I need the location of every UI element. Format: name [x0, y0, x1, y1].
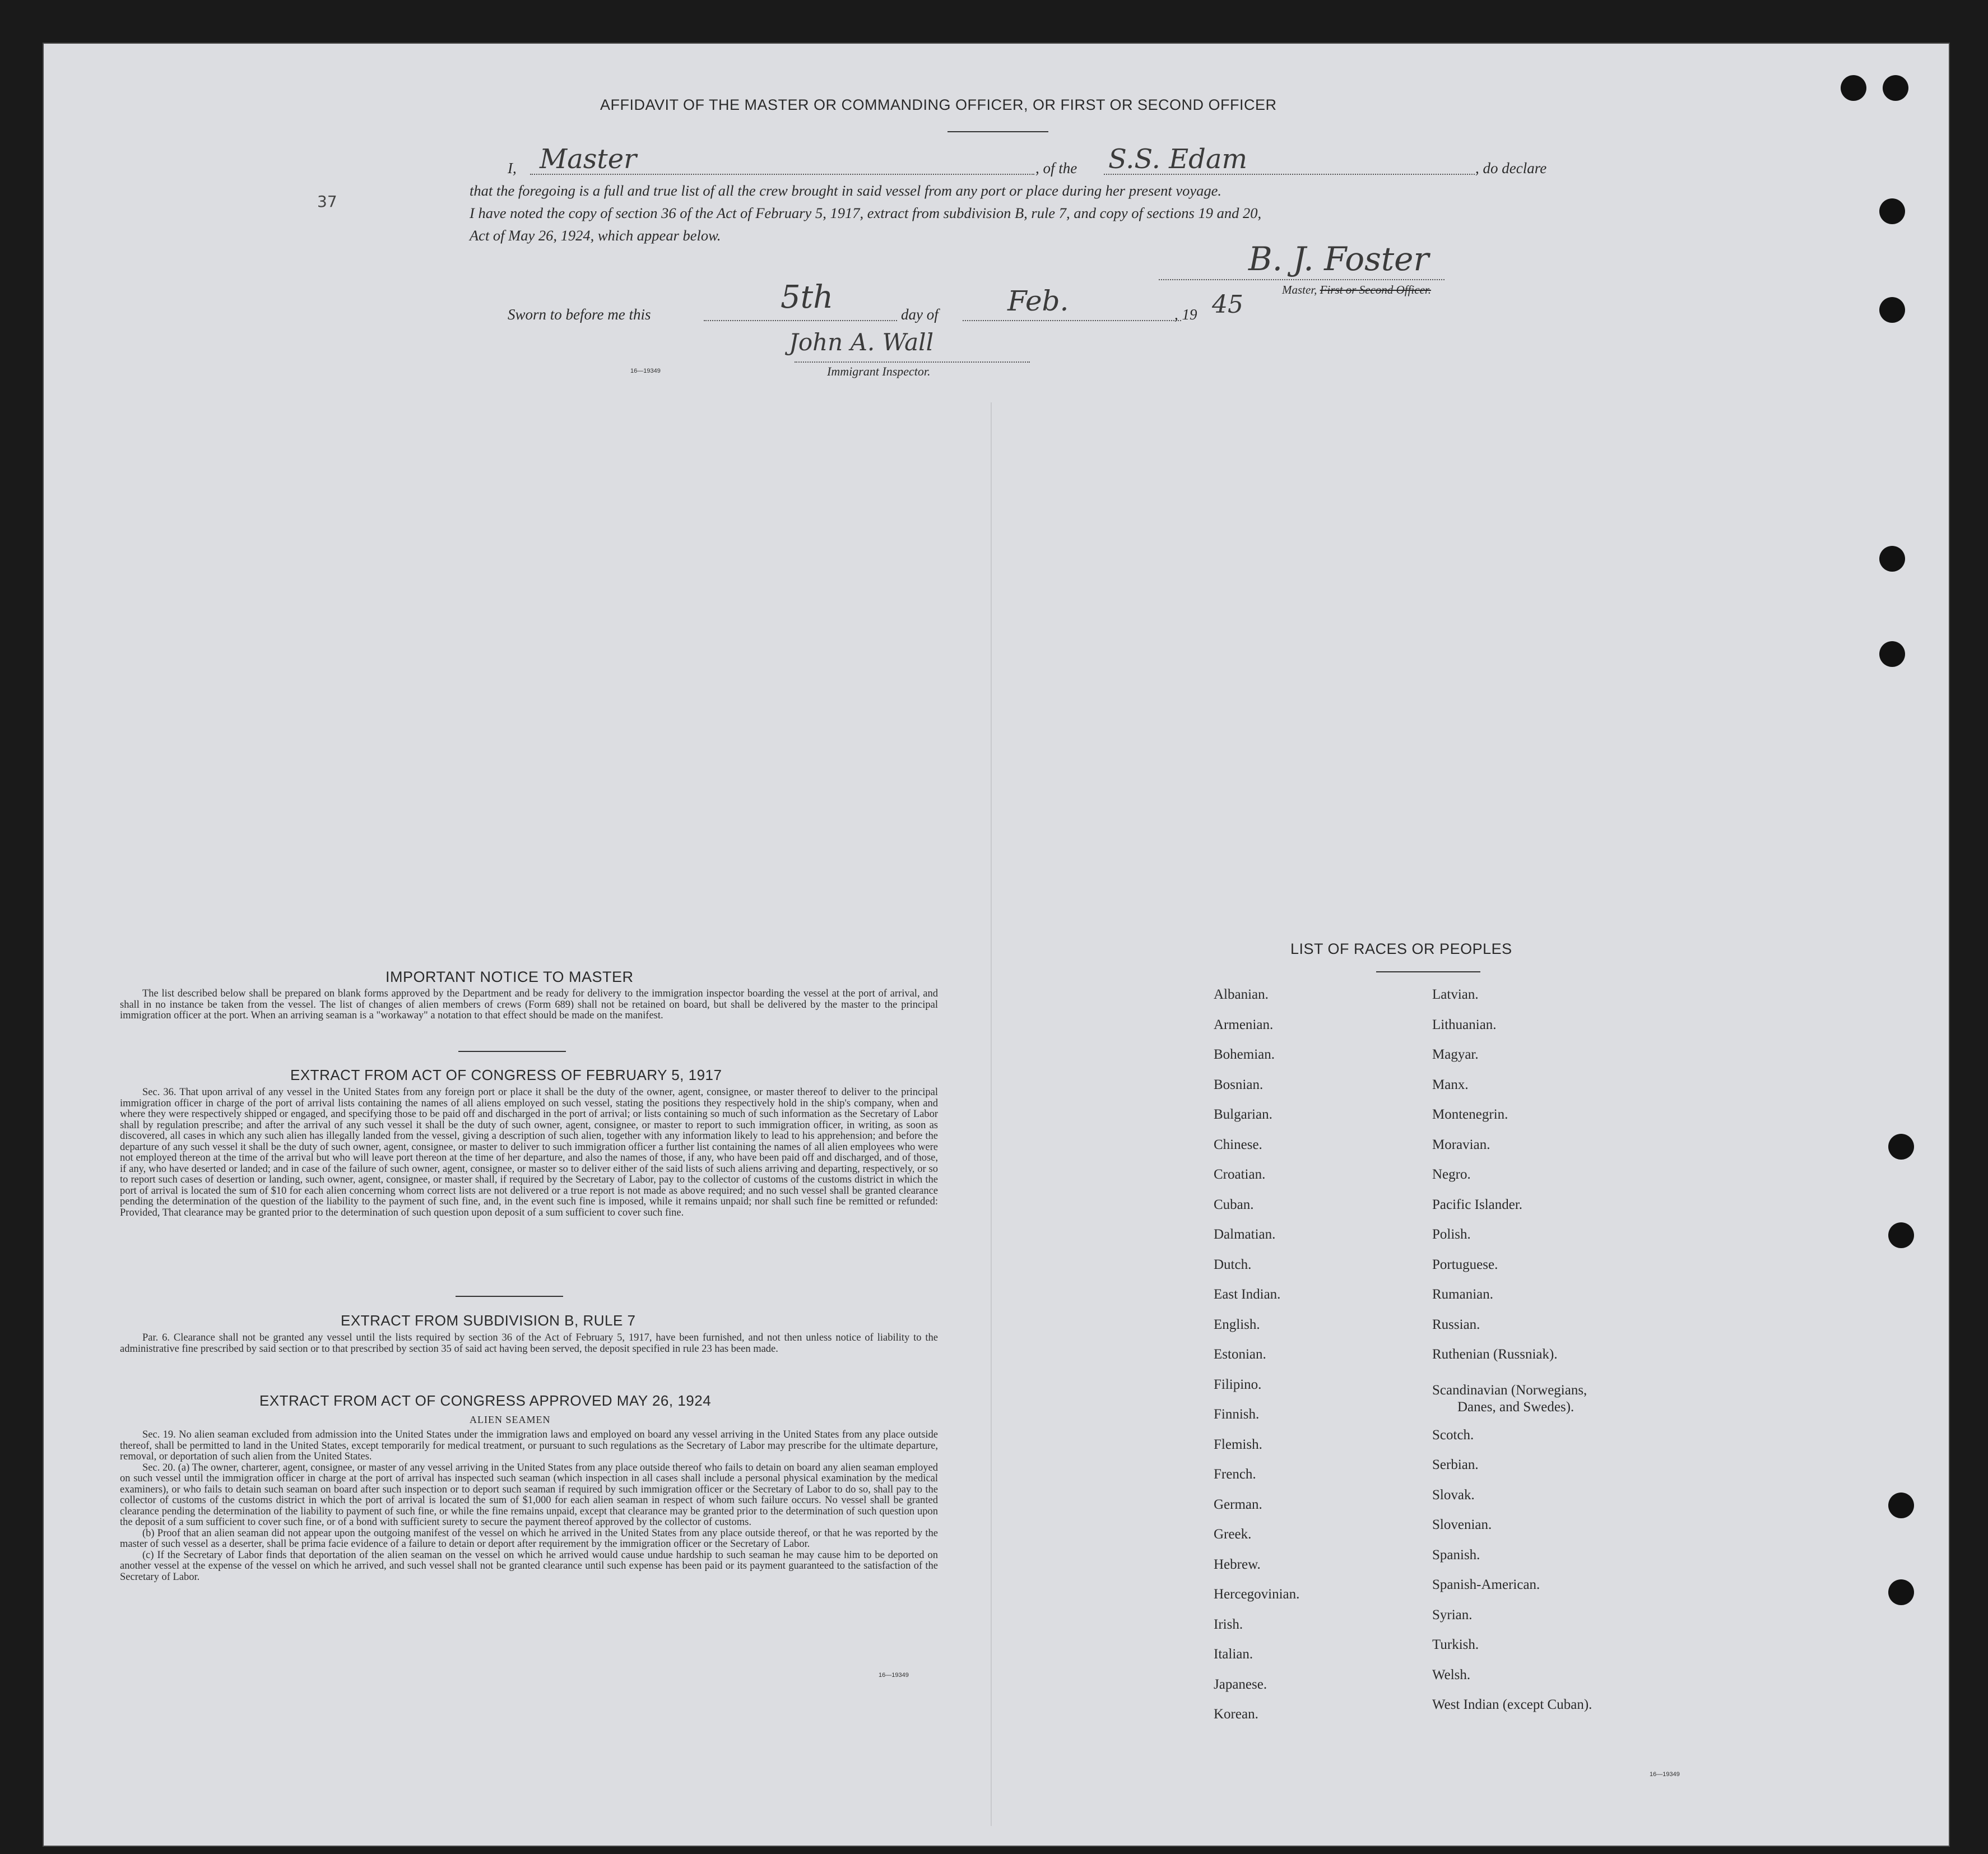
inspector-line: [795, 361, 1030, 363]
race-item: Korean.: [1214, 1707, 1258, 1722]
sec-20b-paragraph: (b) Proof that an alien seaman did not appear upon the outgoing manifest of the vessel on which he arrived in the United States from any place outside thereof, or that he was reported by the master of such vessel as a deserter, shall be prima facie evidence of a failure to detain or deport after requirement by the immigration officer or the Secretary of Labor.: [120, 1527, 938, 1550]
punch-hole: [1879, 641, 1905, 667]
extract-rule7-heading: EXTRACT FROM SUBDIVISION B, RULE 7: [341, 1312, 636, 1329]
heading-rule: [1376, 971, 1480, 972]
sworn-month-blank: [963, 320, 1181, 321]
extract-rule7-text: [120, 1333, 938, 1355]
race-item: Spanish-American.: [1432, 1577, 1540, 1592]
race-item: Russian.: [1432, 1317, 1480, 1332]
notice-paragraph: The list described below shall be prepared on blank forms approved by the Department and be ready for delivery to the immigration inspector boarding the vessel at the port of arrival, and shall in no instance be taken from the vessel. The list of changes of alien members of crews (Form 689) shall not be retained on board, but shall be delivered by the master to the principal immigration officer at the port. When an arriving seaman is a "workaway" a notation to that effect should be made on the manifest.: [120, 988, 938, 1021]
race-item: Pacific Islander.: [1432, 1197, 1523, 1212]
section-rule: [458, 1051, 566, 1052]
fold-line: [991, 402, 992, 1826]
punch-hole: [1879, 546, 1905, 572]
race-item: Dalmatian.: [1214, 1227, 1276, 1242]
race-item: Bohemian.: [1214, 1047, 1275, 1062]
race-item: Greek.: [1214, 1527, 1252, 1542]
race-item: East Indian.: [1214, 1287, 1281, 1302]
sec-36-paragraph: Sec. 36. That upon arrival of any vessel in the United States from any foreign port or place it shall be the duty of the owner, agent, consignee, or master thereof to deliver to the principal immigration officer in charge of the port of arrival lists containing the names of all aliens employed on such vessel, stating the positions they respectively hold in the ship's company, when and where they were respectively shipped or engaged, and specifying those to be paid off and discharged in the port of arrival; or lists containing so much of such information as the Secretary of Labor shall by regulation prescribe; and after the arrival of any such vessel it shall be the duty of such owner, agent, consignee, or master to report to such immigration officer, in writing, as soon as discovered, all cases in which any such alien has illegally landed from the vessel, giving a description of such alien, together with any information likely to lead to his apprehension; and before the departure of any such vessel it shall be the duty of such owner, agent, consignee, or master to deliver to such immigration officer a further list containing the names of all alien employees who were not employed thereon at the time of the arrival but who will leave port thereon at the time of her departure, and also the names of those, if any, who have been paid off and discharged, and of those, if any, who have deserted or landed; and in case of the failure of such owner, agent, consignee, or master so to deliver either of the said lists of such aliens arriving and departing, respectively, or so to report such cases of desertion or landing, such owner, agent, consignee, or master shall, if required by the Secretary of Labor, pay to the collector of customs of the customs district in which the port of arrival is located the sum of $10 for each alien concerning whom correct lists are not delivered or a true report is not made as above required; and no such vessel shall be granted clearance pending the determination of the question of the liability to the payment of such fine, and, in the event such fine is imposed, while it remains unpaid; nor shall such fine be remitted or refunded: Provided, That clearance may be granted prior to the determination of such question upon deposit of a sum sufficient to cover such fine.: [120, 1087, 938, 1218]
race-item: Bulgarian.: [1214, 1107, 1272, 1122]
margin-mark: 37: [317, 192, 337, 211]
day-of-text: day of: [901, 306, 939, 323]
race-item: Latvian.: [1432, 987, 1479, 1002]
race-item: Ruthenian (Russniak).: [1432, 1347, 1558, 1362]
punch-hole: [1888, 1579, 1914, 1605]
race-item: Montenegrin.: [1432, 1107, 1508, 1122]
sworn-month-handwritten: Feb.: [1007, 285, 1069, 317]
vessel-handwritten: S.S. Edam: [1108, 143, 1248, 175]
notice-heading: IMPORTANT NOTICE TO MASTER: [385, 968, 634, 985]
race-item: Spanish.: [1432, 1547, 1480, 1563]
race-item: Armenian.: [1214, 1017, 1274, 1032]
punch-hole: [1888, 1222, 1914, 1248]
punch-hole: [1888, 1134, 1914, 1160]
race-item: English.: [1214, 1317, 1260, 1332]
punch-hole: [1841, 75, 1866, 101]
extract-1917-heading: EXTRACT FROM ACT OF CONGRESS OF FEBRUARY 5, 1917: [290, 1067, 722, 1083]
race-item: Manx.: [1432, 1077, 1469, 1092]
race-item: Dutch.: [1214, 1257, 1252, 1272]
par-6-paragraph: Par. 6. Clearance shall not be granted any vessel until the lists required by section 36 of the Act of February 5, 1917, have been furnished, and not then unless notice of liability to the administrative fine prescribed by said section or to that prescribed by section 35 of said act having been served, the deposit specified in rule 23 has been made.: [120, 1332, 938, 1355]
affidavit-line-3: I have noted the copy of section 36 of the Act of February 5, 1917, extract from subdivision B, rule 7, and copy of sections 19 and 20,: [470, 205, 1262, 221]
affidavit-line-2: that the foregoing is a full and true list of all the crew brought in said vessel from any port or place during her present voyage.: [470, 182, 1222, 199]
extract-1924-text: [120, 1430, 938, 1583]
race-item: Syrian.: [1432, 1607, 1473, 1623]
race-item: Filipino.: [1214, 1376, 1262, 1392]
declarant-prefix: I,: [508, 160, 517, 177]
race-item: Rumanian.: [1432, 1287, 1494, 1302]
sec-20c-paragraph: (c) If the Secretary of Labor finds that deportation of the alien seaman on the vessel on which he arrived would cause undue hardship to such seaman he may cause him to be deported on another vessel at the expense of the vessel on which he arrived, and such vessel shall not be granted clearance until such expense has been paid or its payment guaranteed to the satisfaction of the Secretary of Labor.: [120, 1549, 938, 1583]
race-item: Scotch.: [1432, 1427, 1474, 1443]
race-item: Bosnian.: [1214, 1077, 1264, 1092]
extract-1924-heading: EXTRACT FROM ACT OF CONGRESS APPROVED MAY 26, 1924: [259, 1392, 712, 1409]
form-number: 16—19349: [1650, 1771, 1680, 1778]
race-item: French.: [1214, 1467, 1256, 1482]
race-item: Albanian.: [1214, 987, 1269, 1002]
race-item: Welsh.: [1432, 1667, 1471, 1682]
notice-text: [120, 989, 938, 1022]
form-number: 16—19349: [630, 368, 661, 374]
race-item: Croatian.: [1214, 1167, 1266, 1182]
form-number: 16—19349: [879, 1672, 909, 1679]
race-item: Irish.: [1214, 1616, 1243, 1632]
race-item: Moravian.: [1432, 1137, 1490, 1152]
punch-hole: [1879, 297, 1905, 323]
of-the-text: , of the: [1035, 160, 1077, 177]
heading-rule: [947, 131, 1048, 132]
document-sheet: [44, 44, 1949, 1846]
race-item: Serbian.: [1432, 1457, 1479, 1472]
races-right-column: [1432, 987, 1592, 1727]
punch-hole: [1883, 75, 1908, 101]
master-signature: B. J. Foster: [1248, 240, 1429, 278]
signer-caption: [1282, 283, 1431, 297]
affidavit-line-4: Act of May 26, 1924, which appear below.: [470, 227, 721, 244]
race-item: Turkish.: [1432, 1637, 1479, 1652]
punch-hole: [1879, 198, 1905, 224]
race-item: German.: [1214, 1496, 1262, 1512]
race-item: Finnish.: [1214, 1407, 1260, 1422]
race-item: Chinese.: [1214, 1137, 1262, 1152]
sec-19-paragraph: Sec. 19. No alien seaman excluded from admission into the United States under the immigration laws and employed on board any vessel arriving in the United States from any place outside thereof, shall be permitted to land in the United States, except temporarily for medical treatment, or pursuant to such regulations as the Secretary of Labor may prescribe for the ultimate departure, removal, or deportation of such alien from the United States.: [120, 1429, 938, 1462]
race-item: Hebrew.: [1214, 1556, 1261, 1572]
race-item: West Indian (except Cuban).: [1432, 1697, 1592, 1712]
race-item: Estonian.: [1214, 1347, 1266, 1362]
do-declare-text: , do declare: [1475, 160, 1547, 177]
race-item: Portuguese.: [1432, 1257, 1498, 1272]
year-prefix: , 19: [1174, 306, 1197, 323]
inspector-caption: Immigrant Inspector.: [827, 364, 931, 378]
race-item: Flemish.: [1214, 1436, 1262, 1452]
sworn-prefix: Sworn to before me this: [508, 306, 651, 323]
races-left-column: [1214, 987, 1299, 1737]
affidavit-heading: AFFIDAVIT OF THE MASTER OR COMMANDING OFFICER, OR FIRST OR SECOND OFFICER: [600, 96, 1277, 113]
extract-1917-text: [120, 1087, 938, 1218]
race-item: Italian.: [1214, 1647, 1253, 1662]
race-item: Japanese.: [1214, 1676, 1267, 1692]
race-item: Cuban.: [1214, 1197, 1254, 1212]
sworn-day-handwritten: 5th: [781, 279, 834, 316]
race-item: Negro.: [1432, 1167, 1471, 1182]
race-item: Lithuanian.: [1432, 1017, 1497, 1032]
year-handwritten: 45: [1212, 290, 1243, 319]
race-item: Hercegovinian.: [1214, 1587, 1300, 1602]
sworn-day-blank: [704, 320, 897, 321]
signature-line: [1159, 279, 1444, 280]
declarant-handwritten: Master: [540, 143, 637, 175]
signer-caption-master: Master,: [1282, 283, 1317, 296]
race-item: Polish.: [1432, 1227, 1471, 1242]
section-rule: [456, 1296, 563, 1297]
race-item: Slovak.: [1432, 1487, 1475, 1503]
extract-1924-subheading: ALIEN SEAMEN: [470, 1414, 551, 1425]
inspector-signature: John A. Wall: [789, 328, 934, 356]
race-item: Magyar.: [1432, 1047, 1479, 1062]
sec-20a-paragraph: Sec. 20. (a) The owner, charterer, agent, consignee, or master of any vessel arriving in the United States from any place outside thereof who fails to detain on board any alien seaman employed on such vessel until the immigration officer in charge at the port of arrival has inspected such seaman (which inspection in all cases shall include a personal physical examination by the medical examiners), or who fails to detain such seaman on board after such inspection or to deport such seaman if required by such immigration officer or the Secretary of Labor to do so, shall pay to the collector of customs of the customs district in which the port of arrival is located the sum of $1,000 for each alien seaman in respect of whom such failure occurs. No vessel shall be granted clearance pending the determination of the liability to payment of such fine, or while the fine remains unpaid, except that clearance may be granted prior to the determination of such question upon the deposit of a sum sufficient to cover such fine, or of a bond with sufficient surety to secure the payment thereof approved by the collector of customs.: [120, 1462, 938, 1528]
punch-hole: [1888, 1493, 1914, 1518]
races-heading: LIST OF RACES OR PEOPLES: [1290, 940, 1512, 957]
race-item: Scandinavian (Norwegians,: [1432, 1382, 1587, 1398]
race-item: Slovenian.: [1432, 1517, 1492, 1532]
signer-caption-struck: First or Second Officer.: [1320, 283, 1431, 296]
race-item: Danes, and Swedes).: [1457, 1399, 1574, 1415]
